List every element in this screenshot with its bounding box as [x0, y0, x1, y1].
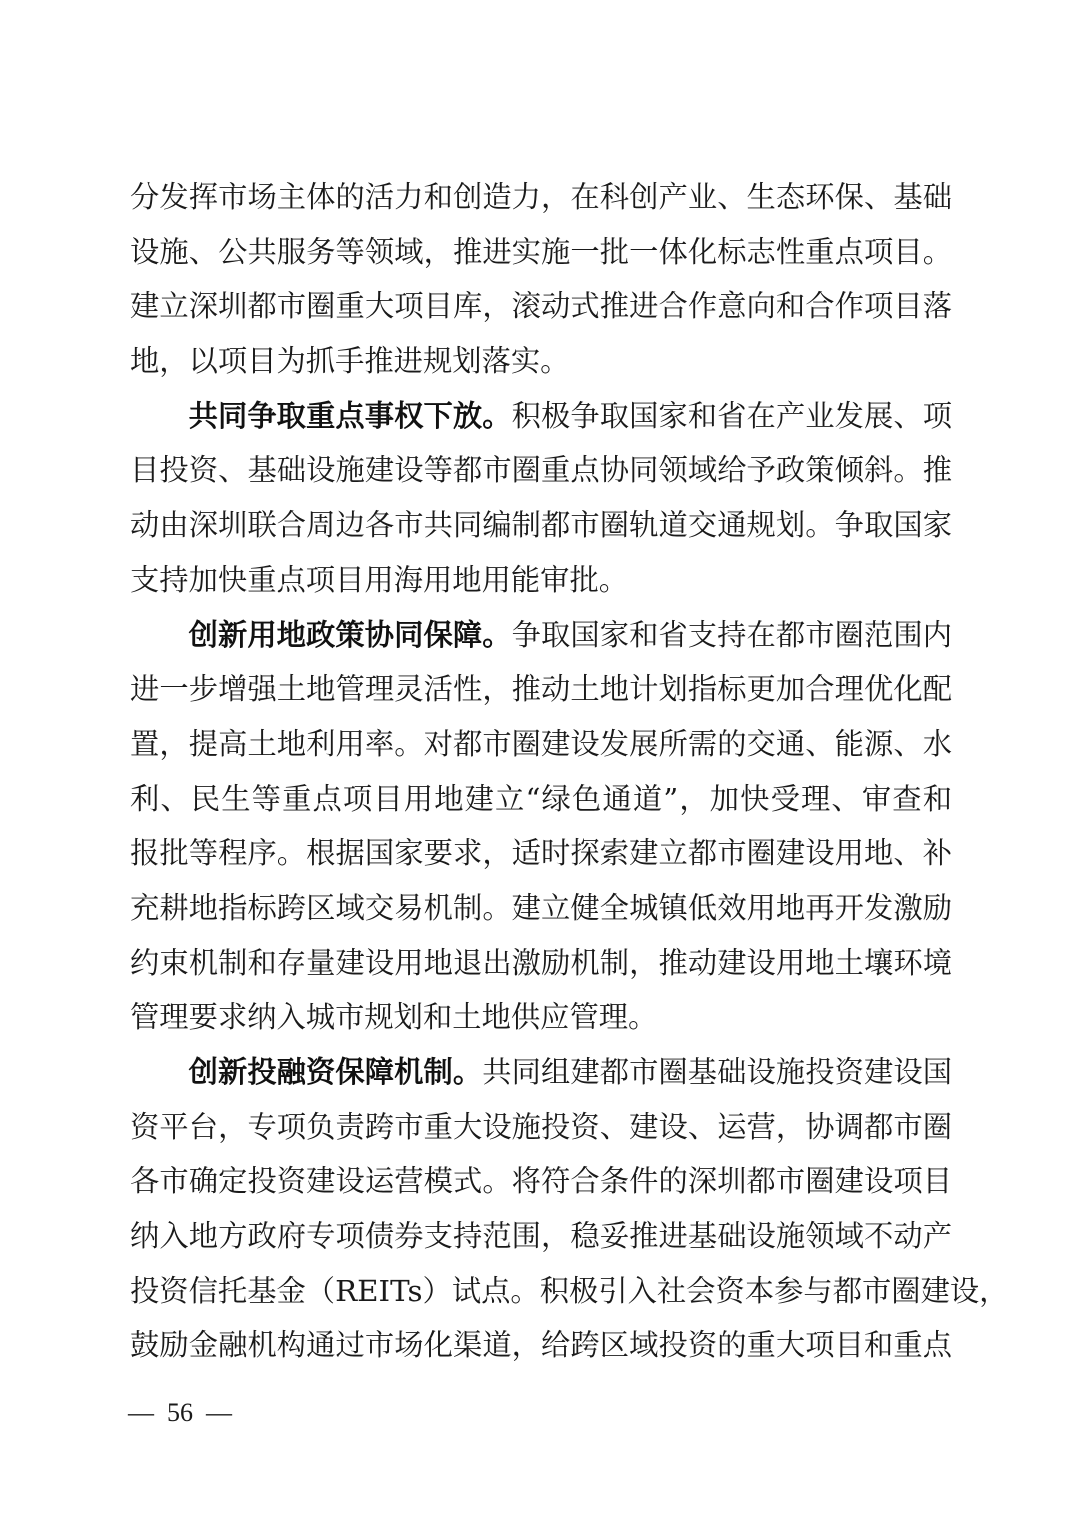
text-line: 充耕地指标跨区域交易机制。建立健全城镇低效用地再开发激励: [130, 890, 952, 925]
text-line: 目投资、基础设施建设等都市圈重点协同领域给予政策倾斜。推: [130, 453, 952, 488]
text-line: 动由深圳联合周边各市共同编制都市圈轨道交通规划。争取国家: [130, 508, 952, 543]
text-line: 置，提高土地利用率。对都市圈建设发展所需的交通、能源、水: [130, 726, 952, 761]
text-line: 利、民生等重点项目用地建立“绿色通道”，加快受理、审查和: [130, 781, 952, 816]
paragraph-key-powers: [130, 389, 952, 608]
body-text: [130, 170, 1009, 1373]
paragraph-heading: 共同争取重点事权下放。: [188, 398, 512, 433]
text-line: [130, 608, 952, 663]
text-run: 共同组建都市圈基础设施投资建设国: [482, 1055, 953, 1089]
text-line: [130, 1045, 952, 1100]
paragraph-heading: 创新用地政策协同保障。: [188, 617, 512, 652]
text-run: 争取国家和省支持在都市圈范围内: [511, 617, 953, 652]
text-run: 积极争取国家和省在产业发展、项: [511, 398, 953, 433]
text-line: 报批等程序。根据国家要求，适时探索建立都市圈建设用地、补: [130, 836, 952, 871]
text-line: 支持加快重点项目用海用地用能审批。: [130, 562, 629, 597]
paragraph-land-policy: [130, 608, 952, 1046]
text-line: 设施、公共服务等领域，推进实施一批一体化标志性重点项目。: [130, 234, 952, 269]
text-line: 鼓励金融机构通过市场化渠道，给跨区域投资的重大项目和重点: [130, 1328, 952, 1363]
text-line: 约束机制和存量建设用地退出激励机制，推动建设用地土壤环境: [130, 945, 952, 980]
text-line: 分发挥市场主体的活力和创造力，在科创产业、生态环保、基础: [130, 180, 952, 214]
paragraph-continuation: [130, 170, 952, 389]
text-line: 纳入地方政府专项债券支持范围，稳妥推进基础设施领域不动产: [130, 1219, 952, 1254]
page-number: — 56 —: [128, 1398, 232, 1427]
text-line: 地，以项目为抓手推进规划落实。: [130, 344, 570, 379]
paragraph-heading: 创新投融资保障机制。: [188, 1055, 483, 1089]
paragraph-financing: [130, 1045, 1009, 1373]
text-line: 建立深圳都市圈重大项目库，滚动式推进合作意向和合作项目落: [130, 289, 952, 324]
text-line: 各市确定投资建设运营模式。将符合条件的深圳都市圈建设项目: [130, 1164, 952, 1199]
text-line: 进一步增强土地管理灵活性，推动土地计划指标更加合理优化配: [130, 672, 952, 707]
text-line: [130, 389, 952, 444]
text-line: 管理要求纳入城市规划和土地供应管理。: [130, 1000, 658, 1035]
text-line: 投资信托基金（REITs）试点。积极引入社会资本参与都市圈建设，: [130, 1273, 1009, 1308]
text-line: 资平台，专项负责跨市重大设施投资、建设、运营，协调都市圈: [130, 1109, 952, 1144]
